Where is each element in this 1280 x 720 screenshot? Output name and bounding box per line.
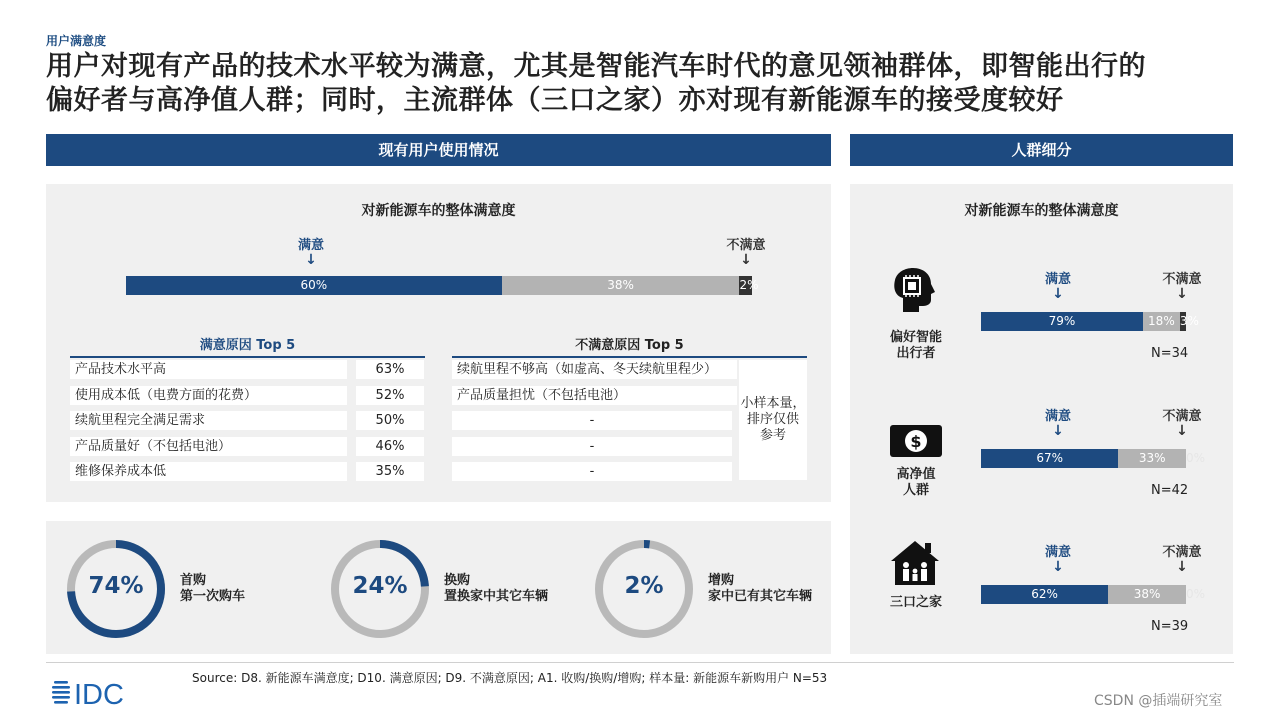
sat-reason-value: 46% — [356, 437, 424, 456]
dissat-reasons-header: 不满意原因 Top 5 — [452, 334, 807, 358]
donut-label — [708, 573, 858, 605]
dissat-reason-label: - — [452, 462, 732, 481]
satisfied-label — [1035, 268, 1081, 301]
overall-chart-title: 对新能源车的整体满意度 — [361, 203, 516, 219]
segments-panel — [850, 184, 1233, 654]
down-arrow-icon: ↓ — [1052, 423, 1064, 439]
donut-label — [444, 573, 594, 605]
sat-reasons-header: 满意原因 Top 5 — [70, 334, 425, 358]
sat-reason-row — [70, 411, 430, 430]
family-house-icon — [889, 539, 943, 587]
segment-group — [850, 266, 1233, 376]
footer-divider — [46, 662, 1234, 663]
donut-label-line-2: 置换家中其它车辆 — [444, 589, 549, 604]
dissatisfied-label-text: 不满意 — [1162, 272, 1202, 287]
sat-reason-row — [70, 386, 430, 405]
dissat-reason-label: 产品质量担忧（不包括电池） — [452, 386, 737, 405]
segment-label-line-1: 偏好智能 — [889, 330, 942, 345]
segment-label-line-2: 人群 — [902, 483, 929, 498]
segment-label — [866, 595, 966, 611]
overall-stacked-bar — [126, 276, 759, 295]
bar-segment-satisfied: 60% — [126, 276, 502, 295]
dissatisfied-label — [716, 234, 776, 267]
head-chip-icon — [889, 266, 943, 314]
source-note: Source: D8. 新能源车满意度; D10. 满意原因; D9. 不满意原因; A1. 收购/换购/增购; 样本量: 新能源车新购用户 N=53 — [192, 671, 828, 685]
down-arrow-icon: ↓ — [305, 252, 317, 268]
dissat-reason-row — [452, 462, 732, 481]
dissat-reason-row — [452, 411, 732, 430]
sample-size: N=39 — [1151, 619, 1189, 634]
segments-chart-title: 对新能源车的整体满意度 — [964, 203, 1119, 219]
dissat-reason-row — [452, 386, 732, 405]
purchase-donut-group — [328, 537, 588, 641]
down-arrow-icon: ↓ — [1176, 286, 1188, 302]
small-sample-note — [739, 360, 807, 480]
donut-percent: 24% — [352, 573, 408, 599]
bar-segment-satisfied: 79% — [981, 312, 1143, 331]
down-arrow-icon: ↓ — [1176, 559, 1188, 575]
bar-segment-dissatisfied: 3% — [1180, 312, 1186, 331]
segment-group — [850, 539, 1233, 649]
dollar-bill-icon — [889, 417, 943, 465]
idc-logo — [52, 676, 152, 714]
segment-stacked-bar: 67% 33% 0% — [981, 449, 1186, 468]
sat-reason-label: 续航里程完全满足需求 — [70, 411, 347, 430]
sat-reasons-table — [70, 360, 430, 480]
sat-reason-label: 使用成本低（电费方面的花费） — [70, 386, 347, 405]
satisfied-label-text: 满意 — [1044, 409, 1071, 424]
segment-label-line-2: 出行者 — [896, 346, 936, 361]
down-arrow-icon: ↓ — [1176, 423, 1188, 439]
section-header-usage: 现有用户使用情况 — [46, 134, 831, 166]
segment-label-line-1: 高净值 — [896, 467, 936, 482]
segment-label — [866, 330, 966, 362]
down-arrow-icon: ↓ — [1052, 286, 1064, 302]
satisfied-label-text: 满意 — [1044, 272, 1071, 287]
donut-label-line-2: 第一次购车 — [180, 589, 246, 604]
purchase-donut-group — [64, 537, 324, 641]
donut-label-line-2: 家中已有其它车辆 — [708, 589, 813, 604]
bar-segment-dissatisfied: 2% — [739, 276, 752, 295]
satisfied-label-text: 满意 — [1044, 545, 1071, 560]
section-header-segments: 人群细分 — [850, 134, 1233, 166]
bar-segment-neutral: 33% — [1118, 449, 1186, 468]
satisfied-label — [1035, 405, 1081, 438]
dissat-reason-label: 续航里程不够高（如虚高、冬天续航里程少） — [452, 360, 737, 379]
segment-stacked-bar — [981, 312, 1199, 331]
purchase-donut-group — [592, 537, 852, 641]
dissat-reason-label: - — [452, 437, 732, 456]
sat-reason-label: 维修保养成本低 — [70, 462, 347, 481]
dissat-reason-row — [452, 360, 732, 379]
bar-segment-neutral: 18% — [1143, 312, 1180, 331]
sat-reason-value: 50% — [356, 411, 424, 430]
down-arrow-icon: ↓ — [740, 252, 752, 268]
idc-logo-text: IDC — [74, 679, 124, 711]
donut-percent: 74% — [88, 573, 144, 599]
donut-label-line-1: 增购 — [708, 573, 735, 588]
sat-reason-value: 35% — [356, 462, 424, 481]
donut-percent: 2% — [624, 573, 664, 599]
svg-text:$: $ — [910, 432, 922, 451]
sample-size: N=34 — [1151, 346, 1189, 361]
sat-reason-row — [70, 437, 430, 456]
bar-segment-neutral: 38% — [1108, 585, 1186, 604]
sat-reason-value: 63% — [356, 360, 424, 379]
note-line-3: 参考 — [759, 428, 786, 443]
dissatisfied-label-text: 不满意 — [1162, 409, 1202, 424]
dissat-reason-label: - — [452, 411, 732, 430]
dissatisfied-label — [1152, 268, 1212, 301]
sat-reason-label: 产品技术水平高 — [70, 360, 347, 379]
sat-reason-row — [70, 462, 430, 481]
note-line-1: 小样本量， — [740, 396, 806, 411]
idc-logo-mark — [52, 681, 70, 704]
bar-segment-satisfied: 67% — [981, 449, 1118, 468]
note-line-2: 排序仅供 — [746, 412, 799, 427]
dissatisfied-label-text: 不满意 — [726, 238, 766, 253]
page-title-line-1: 用户对现有产品的技术水平较为满意，尤其是智能汽车时代的意见领袖群体，即智能出行的 — [46, 51, 1146, 82]
dissat-reasons-table — [452, 360, 732, 480]
satisfied-label — [1035, 541, 1081, 574]
satisfied-label-text: 满意 — [297, 238, 324, 253]
satisfied-label — [286, 234, 336, 267]
overall-satisfaction-panel — [46, 184, 831, 502]
segment-label-line-1: 三口之家 — [889, 595, 942, 610]
segment-label — [866, 467, 966, 499]
segment-stacked-bar: 62% 38% 0% — [981, 585, 1186, 604]
page-title — [46, 50, 1246, 118]
sat-reason-row — [70, 360, 430, 379]
sat-reason-value: 52% — [356, 386, 424, 405]
donut-label-line-1: 换购 — [444, 573, 471, 588]
purchase-type-panel — [46, 521, 831, 654]
page-title-line-2: 偏好者与高净值人群；同时，主流群体（三口之家）亦对现有新能源车的接受度较好 — [46, 85, 1064, 116]
dissatisfied-label — [1152, 541, 1212, 574]
sample-size: N=42 — [1151, 483, 1189, 498]
dissat-reason-row — [452, 437, 732, 456]
dissatisfied-label-text: 不满意 — [1162, 545, 1202, 560]
down-arrow-icon: ↓ — [1052, 559, 1064, 575]
donut-label — [180, 573, 330, 605]
bar-segment-satisfied: 62% — [981, 585, 1108, 604]
watermark: CSDN @插端研究室 — [1094, 693, 1223, 709]
segment-group — [850, 403, 1233, 513]
donut-label-line-1: 首购 — [180, 573, 207, 588]
eyebrow-label: 用户满意度 — [46, 34, 107, 48]
dissatisfied-label — [1152, 405, 1212, 438]
sat-reason-label: 产品质量好（不包括电池） — [70, 437, 347, 456]
bar-segment-neutral: 38% — [502, 276, 740, 295]
